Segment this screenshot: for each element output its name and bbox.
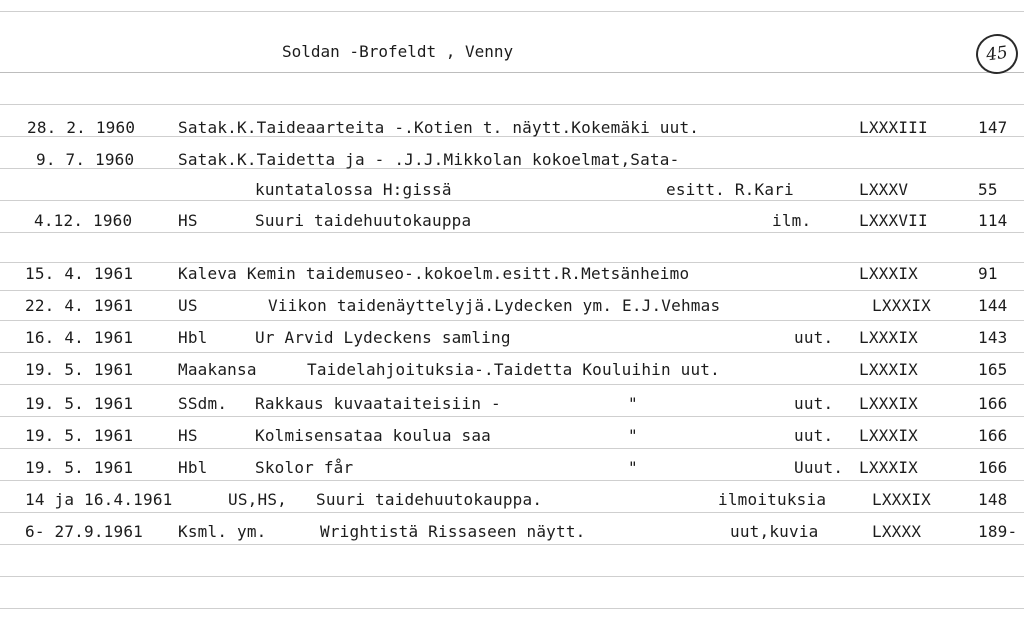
ruled-line <box>0 544 1024 545</box>
entry-source: HS <box>178 211 198 230</box>
entry-date: 16. 4. 1961 <box>25 328 134 347</box>
entry-page: 144 <box>978 296 1008 315</box>
entry-page: 166 <box>978 394 1008 413</box>
entry-volume: LXXXIX <box>872 296 931 315</box>
entry-page: 148 <box>978 490 1008 509</box>
ruled-line <box>0 290 1024 291</box>
entry-note: uut. <box>794 328 834 347</box>
ruled-line <box>0 11 1024 12</box>
ruled-line <box>0 576 1024 577</box>
entry-title: Wrightistä Rissaseen näytt. <box>320 522 586 541</box>
entry-title: Rakkaus kuvaataiteisiin - <box>255 394 501 413</box>
entry-volume: LXXXIX <box>872 490 931 509</box>
ruled-line <box>0 262 1024 263</box>
entry-date: 19. 5. 1961 <box>25 360 134 379</box>
entry-volume: LXXXIII <box>859 118 928 137</box>
entry-volume: LXXXIX <box>859 458 918 477</box>
entry-title: Taidelahjoituksia-.Taidetta Kouluihin uut. <box>307 360 720 379</box>
entry-volume: LXXXIX <box>859 264 918 283</box>
entry-source: Hbl <box>178 328 208 347</box>
header-rule <box>0 72 1024 73</box>
ruled-line <box>0 512 1024 513</box>
entry-note: uut,kuvia <box>730 522 819 541</box>
ditto-mark: " <box>628 458 638 477</box>
ruled-line <box>0 480 1024 481</box>
entry-date: 14 ja 16.4.1961 <box>25 490 173 509</box>
card-heading: Soldan -Brofeldt , Venny <box>282 42 514 61</box>
entry-note: uut. <box>794 394 834 413</box>
entry-date: 4.12. 1960 <box>34 211 133 230</box>
entry-page: 166 <box>978 426 1008 445</box>
entry-source: Kaleva Kemin taidemuseo-.kokoelm.esitt.R.Metsänheimo <box>178 264 690 283</box>
entry-volume: LXXXIX <box>859 426 918 445</box>
entry-note: uut. <box>794 426 834 445</box>
ruled-line <box>0 320 1024 321</box>
entry-date: 19. 5. 1961 <box>25 458 134 477</box>
entry-note: esitt. R.Kari <box>666 180 794 199</box>
entry-page: 166 <box>978 458 1008 477</box>
entry-source: US,HS, <box>228 490 287 509</box>
ruled-line <box>0 416 1024 417</box>
entry-source: Ksml. ym. <box>178 522 267 541</box>
entry-page: 165 <box>978 360 1008 379</box>
entry-volume: LXXXVII <box>859 211 928 230</box>
ruled-line <box>0 448 1024 449</box>
ruled-line <box>0 232 1024 233</box>
entry-note: Uuut. <box>794 458 844 477</box>
entry-source: SSdm. <box>178 394 228 413</box>
entry-source: HS <box>178 426 198 445</box>
ruled-line <box>0 352 1024 353</box>
entry-date: 9. 7. 1960 <box>36 150 135 169</box>
ruled-line <box>0 104 1024 105</box>
card-number-stamp: 45 <box>973 31 1020 76</box>
entry-source: kuntatalossa H:gissä <box>255 180 452 199</box>
entry-volume: LXXXX <box>872 522 922 541</box>
entry-title: Skolor får <box>255 458 354 477</box>
entry-page: 147 <box>978 118 1008 137</box>
entry-source: US <box>178 296 198 315</box>
entry-title: Suuri taidehuutokauppa <box>255 211 472 230</box>
ruled-line <box>0 384 1024 385</box>
ruled-line <box>0 200 1024 201</box>
entry-page: 143 <box>978 328 1008 347</box>
entry-date: 19. 5. 1961 <box>25 394 134 413</box>
entry-note: ilm. <box>772 211 812 230</box>
ruled-line <box>0 608 1024 609</box>
entry-source: Satak.K.Taidetta ja - .J.J.Mikkolan kokoelmat,Sata- <box>178 150 680 169</box>
ditto-mark: " <box>628 394 638 413</box>
ditto-mark: " <box>628 426 638 445</box>
entry-page: 55 <box>978 180 998 199</box>
entry-title: Ur Arvid Lydeckens samling <box>255 328 511 347</box>
entry-volume: LXXXIX <box>859 360 918 379</box>
entry-volume: LXXXIX <box>859 394 918 413</box>
entry-date: 22. 4. 1961 <box>25 296 134 315</box>
entry-source: Hbl <box>178 458 208 477</box>
entry-page: 189- <box>978 522 1018 541</box>
entry-date: 15. 4. 1961 <box>25 264 134 283</box>
entry-page: 91 <box>978 264 998 283</box>
entry-note: ilmoituksia <box>718 490 827 509</box>
entry-date: 19. 5. 1961 <box>25 426 134 445</box>
entry-title: Kolmisensataa koulua saa <box>255 426 491 445</box>
entry-source: Maakansa <box>178 360 257 379</box>
entry-page: 114 <box>978 211 1008 230</box>
entry-date: 28. 2. 1960 <box>27 118 136 137</box>
entry-date: 6- 27.9.1961 <box>25 522 143 541</box>
entry-title: Viikon taidenäyttelyjä.Lydecken ym. E.J.Vehmas <box>268 296 721 315</box>
entry-volume: LXXXIX <box>859 328 918 347</box>
entry-source: Satak.K.Taideaarteita -.Kotien t. näytt.Kokemäki uut. <box>178 118 700 137</box>
entry-title: Suuri taidehuutokauppa. <box>316 490 543 509</box>
entry-volume: LXXXV <box>859 180 909 199</box>
